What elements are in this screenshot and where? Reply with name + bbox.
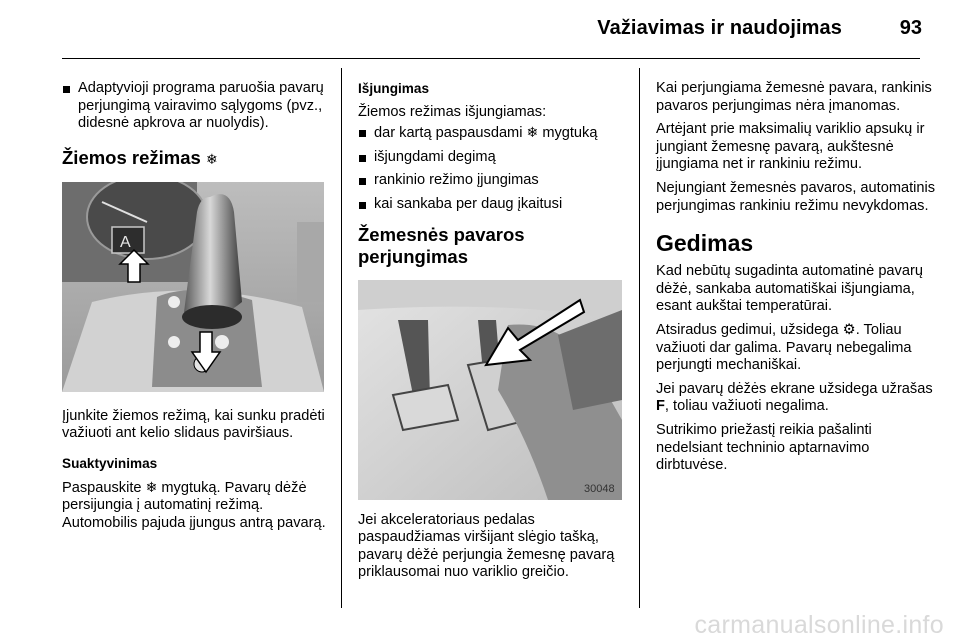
deactivation-subheading: Išjungimas (358, 81, 430, 96)
column-divider-2 (639, 68, 640, 608)
deactivation-bullet-1-text: dar kartą paspausdami (374, 125, 523, 142)
deactivation-intro: Žiemos režimas išjungiamas: (358, 103, 547, 120)
fault-text-2-part1: Atsiradus gedimui, užsidega (656, 321, 839, 338)
deactivation-bullet-3: rankinio režimo įjungimas (358, 172, 633, 190)
watermark: carmanualsonline.info (694, 611, 944, 639)
fault-text-2 (656, 322, 938, 375)
page-title: Važiavimas ir naudojimas (597, 17, 842, 39)
fault-text-3 (656, 381, 938, 416)
section-heading-winter-mode (62, 147, 332, 170)
activation-subheading: Suaktyvinimas (62, 455, 158, 471)
fault-text-1: Kad nebūtų sugadinta automatinė pavarų dėžė, sankaba automatiškai išjungiama, esant aukštai temperatūrai. (656, 263, 923, 315)
deactivation-bullet-1 (358, 124, 633, 143)
fault-text-3-part1: Jei pavarų dėžės ekrane užsidega užrašas (656, 380, 933, 397)
transmission-warning-icon: ⚙ (842, 321, 856, 338)
header-divider (62, 58, 920, 59)
winter-mode-description: Įjunkite žiemos režimą, kai sunku pradėti važiuoti ant kelio slidaus paviršiaus. (62, 407, 325, 442)
fault-text-2-part2: . Toliau važiuoti dar galima. Pavarų nebegalima perjungti mechaniškai. (656, 321, 912, 374)
activation-text-part1: Paspauskite (62, 479, 142, 496)
page-header (0, 0, 960, 60)
fault-letter-f: F (656, 398, 665, 415)
section-heading-fault: Gedimas (656, 230, 754, 257)
kickdown-title-line1: Žemesnės pavaros (358, 223, 525, 245)
gear-selector-photo (62, 182, 324, 392)
kickdown-note-1: Kai perjungiama žemesnė pavara, rankinis pavaros perjungimas nėra įmanomas. (656, 80, 932, 114)
kickdown-description: Jei akceleratoriaus pedalas paspaudžiamas viršijant slėgio tašką, pavarų dėžė perjungia žemesnę pavarą priklausomai nuo variklio greičio. (358, 511, 615, 581)
activation-text (62, 479, 332, 533)
deactivation-bullet-1-suffix: mygtuką (542, 125, 598, 142)
fault-text-3-part2: , toliau važiuoti negalima. (664, 398, 829, 415)
snowflake-icon: ❄ (145, 478, 158, 495)
column-3 (656, 80, 938, 481)
kickdown-note-3: Nejungiant žemesnės pavaros, automatinis perjungimas rankiniu režimu nevykdomas. (656, 179, 936, 214)
kickdown-title-line2: perjungimas (358, 245, 468, 267)
column-2 (358, 80, 633, 588)
pedal-photo (358, 280, 622, 500)
column-divider-1 (341, 68, 342, 608)
section-heading-kickdown (358, 224, 633, 268)
snowflake-icon: ❄ (205, 150, 218, 167)
fault-text-4: Sutrikimo priežastį reikia pašalinti nedelsiant techninio aptarnavimo dirbtuvėse. (656, 421, 872, 474)
image-code: 30048 (584, 482, 615, 495)
deactivation-bullet-2: išjungdami degimą (358, 149, 633, 167)
snowflake-icon: ❄ (526, 124, 539, 141)
winter-mode-title: Žiemos režimas (62, 146, 201, 168)
gear-indicator-letter: A (120, 233, 131, 251)
column-1 (62, 80, 332, 538)
kickdown-note-2: Artėjant prie maksimalių variklio apsukų ir jungiant žemesnę pavarą, aukštesnė įjungiama net ir rankiniu režimu. (656, 121, 925, 173)
page-number: 93 (899, 17, 922, 39)
deactivation-bullet-4: kai sankaba per daug įkaitusi (358, 196, 633, 214)
bullet-adaptive-program: Adaptyvioji programa paruošia pavarų perjungimą vairavimo sąlygoms (pvz., didesnė apkrova ar nuolydis). (62, 80, 332, 133)
activation-text-part2: mygtuką. Pavarų dėžė persijungia į automatinį režimą. Automobilis pajuda įjungus antrą pavarą. (62, 479, 326, 531)
